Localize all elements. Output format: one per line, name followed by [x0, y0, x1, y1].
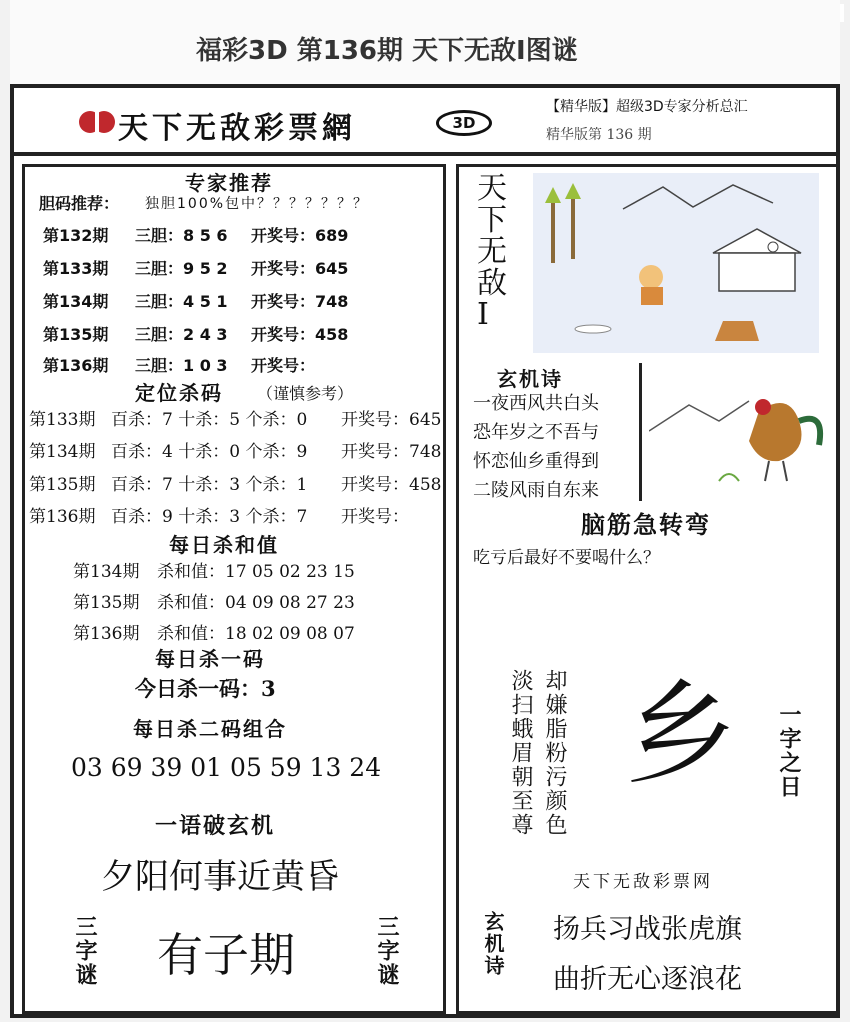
right-column: [456, 164, 840, 1014]
kill-row-values: 百杀：7 十杀：3 个杀：1: [111, 475, 308, 495]
edition-label: 【精华版】超级3D专家分析总汇: [546, 99, 748, 115]
site-name: 天下无敌彩票网: [573, 872, 713, 892]
poem-line: 二陵风雨自东来: [473, 480, 599, 501]
logo-text: 天下无敌彩票網: [118, 111, 356, 146]
one-char-label: 一字之日: [776, 703, 801, 799]
sum-row-values: 杀和值：04 09 08 27 23: [157, 593, 355, 613]
expert-row-period: 第134期: [43, 292, 109, 311]
expert-row-period: 第136期: [43, 356, 109, 375]
sum-row-period: 第136期: [73, 624, 140, 644]
dan-label: 胆码推荐：: [39, 194, 120, 213]
expert-row-san: 三胆：4 5 1: [135, 292, 228, 311]
three-riddle-text: 有子期: [157, 928, 295, 982]
kill-row-period: 第133期: [29, 410, 96, 430]
sum-row-period: 第135期: [73, 593, 140, 613]
kill-two-heading: 每日杀二码组合: [133, 717, 287, 741]
issue-line: 精华版第 136 期: [546, 127, 652, 143]
poem-heading: 玄机诗: [497, 367, 563, 391]
kill-one-text: 今日杀一码：3: [135, 676, 276, 701]
sum-row-values: 杀和值：17 05 02 23 15: [157, 562, 355, 582]
house-illustration: [533, 173, 819, 353]
expert-row-draw: 开奖号：748: [251, 292, 349, 311]
expert-heading: 专家推荐: [185, 171, 273, 195]
sum-kill-heading: 每日杀和值: [169, 533, 279, 557]
dan-value: 独胆100%包中？？？？？？？: [145, 196, 370, 212]
expert-row-san: 三胆：1 0 3: [135, 356, 228, 375]
kill-row-draw: 开奖号：748: [341, 442, 442, 462]
kill-row-period: 第134期: [29, 442, 96, 462]
kill-row-draw: 开奖号：645: [341, 410, 442, 430]
kill-row-values: 百杀：9 十杀：3 个杀：7: [111, 507, 308, 527]
kill-one-heading: 每日杀一码: [155, 647, 265, 671]
expert-row-draw: 开奖号：458: [251, 325, 349, 344]
big-riddle-char: 乡: [625, 670, 737, 800]
vertical-poem-left: 淡扫蛾眉朝至尊: [508, 669, 533, 837]
kill-two-text: 03 69 39 01 05 59 13 24: [71, 753, 382, 782]
kill-row-draw: 开奖号：: [341, 507, 409, 527]
right-title: 天下无敌Ⅰ: [477, 171, 509, 332]
expert-row-period: 第133期: [43, 259, 109, 278]
header-bar: [10, 0, 840, 84]
lottery-logo-icon: [78, 109, 116, 135]
one-phrase-text: 夕阳何事近黄昏: [101, 857, 339, 897]
poem-line: 怀恋仙乡重得到: [473, 451, 599, 472]
kill-row-draw: 开奖号：458: [341, 475, 442, 495]
one-phrase-heading: 一语破玄机: [155, 814, 276, 839]
left-column: [22, 164, 446, 1014]
sum-row-values: 杀和值：18 02 09 08 07: [157, 624, 355, 644]
riddle-side-label: 三字谜: [374, 915, 399, 987]
kill-row-values: 百杀：4 十杀：0 个杀：9: [111, 442, 308, 462]
kill-row-period: 第135期: [29, 475, 96, 495]
expert-row-period: 第132期: [43, 226, 109, 245]
position-kill-note: （谨慎参考）: [257, 384, 354, 403]
expert-row-draw: 开奖号：645: [251, 259, 349, 278]
vertical-poem-right: 却嫌脂粉污颜色: [542, 669, 567, 837]
expert-row-draw: 开奖号：689: [251, 226, 349, 245]
kill-row-period: 第136期: [29, 507, 96, 527]
expert-row-period: 第135期: [43, 325, 109, 344]
poem-line: 恐年岁之不吾与: [473, 422, 599, 443]
banner: [14, 88, 836, 156]
bottom-poem-label: 玄机诗: [481, 911, 505, 977]
rooster-illustration: [649, 381, 835, 489]
position-kill-heading: 定位杀码: [135, 381, 223, 405]
bottom-poem-line: 扬兵习战张虎旗: [553, 914, 742, 945]
riddle-side-label: 三字谜: [72, 915, 97, 987]
expert-row-san: 三胆：9 5 2: [135, 259, 228, 278]
poem-line: 一夜西风共白头: [473, 393, 599, 414]
bottom-poem-line: 曲折无心逐浪花: [553, 964, 742, 995]
expert-row-draw: 开奖号：: [251, 356, 316, 375]
sum-row-period: 第134期: [73, 562, 140, 582]
expert-row-san: 三胆：8 5 6: [135, 226, 228, 245]
badge-3d: 3D: [436, 110, 492, 136]
page-title: 福彩3D 第136期 天下无敌Ⅰ图谜: [196, 36, 578, 66]
kill-row-values: 百杀：7 十杀：5 个杀：0: [111, 410, 308, 430]
poem-divider: [639, 363, 642, 501]
expert-row-san: 三胆：2 4 3: [135, 325, 228, 344]
brain-heading: 脑筋急转弯: [581, 511, 711, 539]
poster-frame: [10, 84, 840, 1018]
brain-question: 吃亏后最好不要喝什么？: [473, 548, 660, 568]
